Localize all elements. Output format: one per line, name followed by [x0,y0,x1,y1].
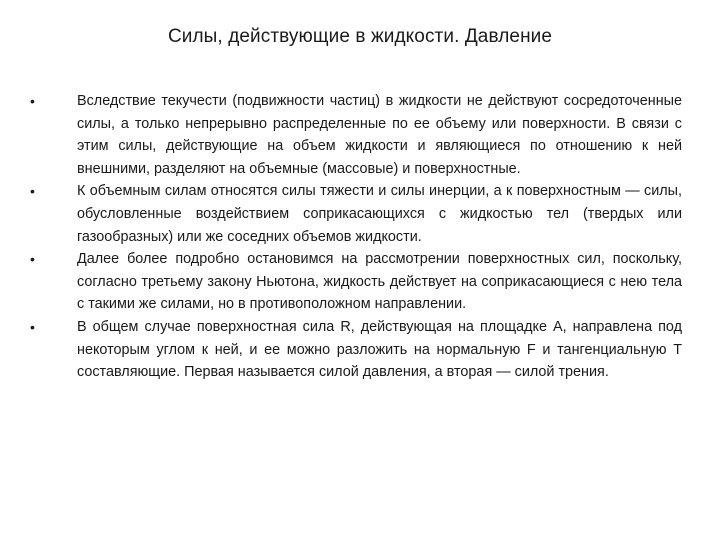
bullet-text: Далее более подробно остановимся на рассмотрении поверхностных сил, поскольку, согласно третьему закону Ньютона, жидкость действует на соприкасающиеся с нею тела с такими же силами, но в противоположном направлении. [77,251,682,313]
bullet-icon: • [30,251,35,268]
bullet-text: В общем случае поверхностная сила R, действующая на площадке А, направлена под некоторым углом к ней, и ее можно разложить на нормальную F и тангенциальную Т составляющие. Первая называется силой давления, а вторая — силой трения. [77,318,682,381]
bullet-item [30,316,682,384]
slide-title: Силы, действующие в жидкости. Давление [167,26,553,47]
bullet-text: Вследствие текучести (подвижности частиц) в жидкости не действуют сосредоточенные силы, а только непрерывно распределенные по ее объему или поверхности. В связи с этим силы, действующие на объем жидкости и являющиеся по отношению к ней внешними, разделяют на объемные (массовые) и поверхностные. [77,93,682,177]
bullet-item [30,90,682,180]
bullet-icon: • [30,183,35,200]
bullet-item [30,180,682,248]
bullet-item [30,248,682,316]
bullet-icon: • [30,93,35,109]
bullet-icon: • [30,318,35,335]
bullet-list [30,90,682,384]
bullet-text: К объемным силам относятся силы тяжести и силы инерции, а к поверхностным — силы, обусловленные воздействием соприкасающихся с жидкостью тел (твердых или газообразных) или же соседних объемов жидкости. [77,183,682,245]
